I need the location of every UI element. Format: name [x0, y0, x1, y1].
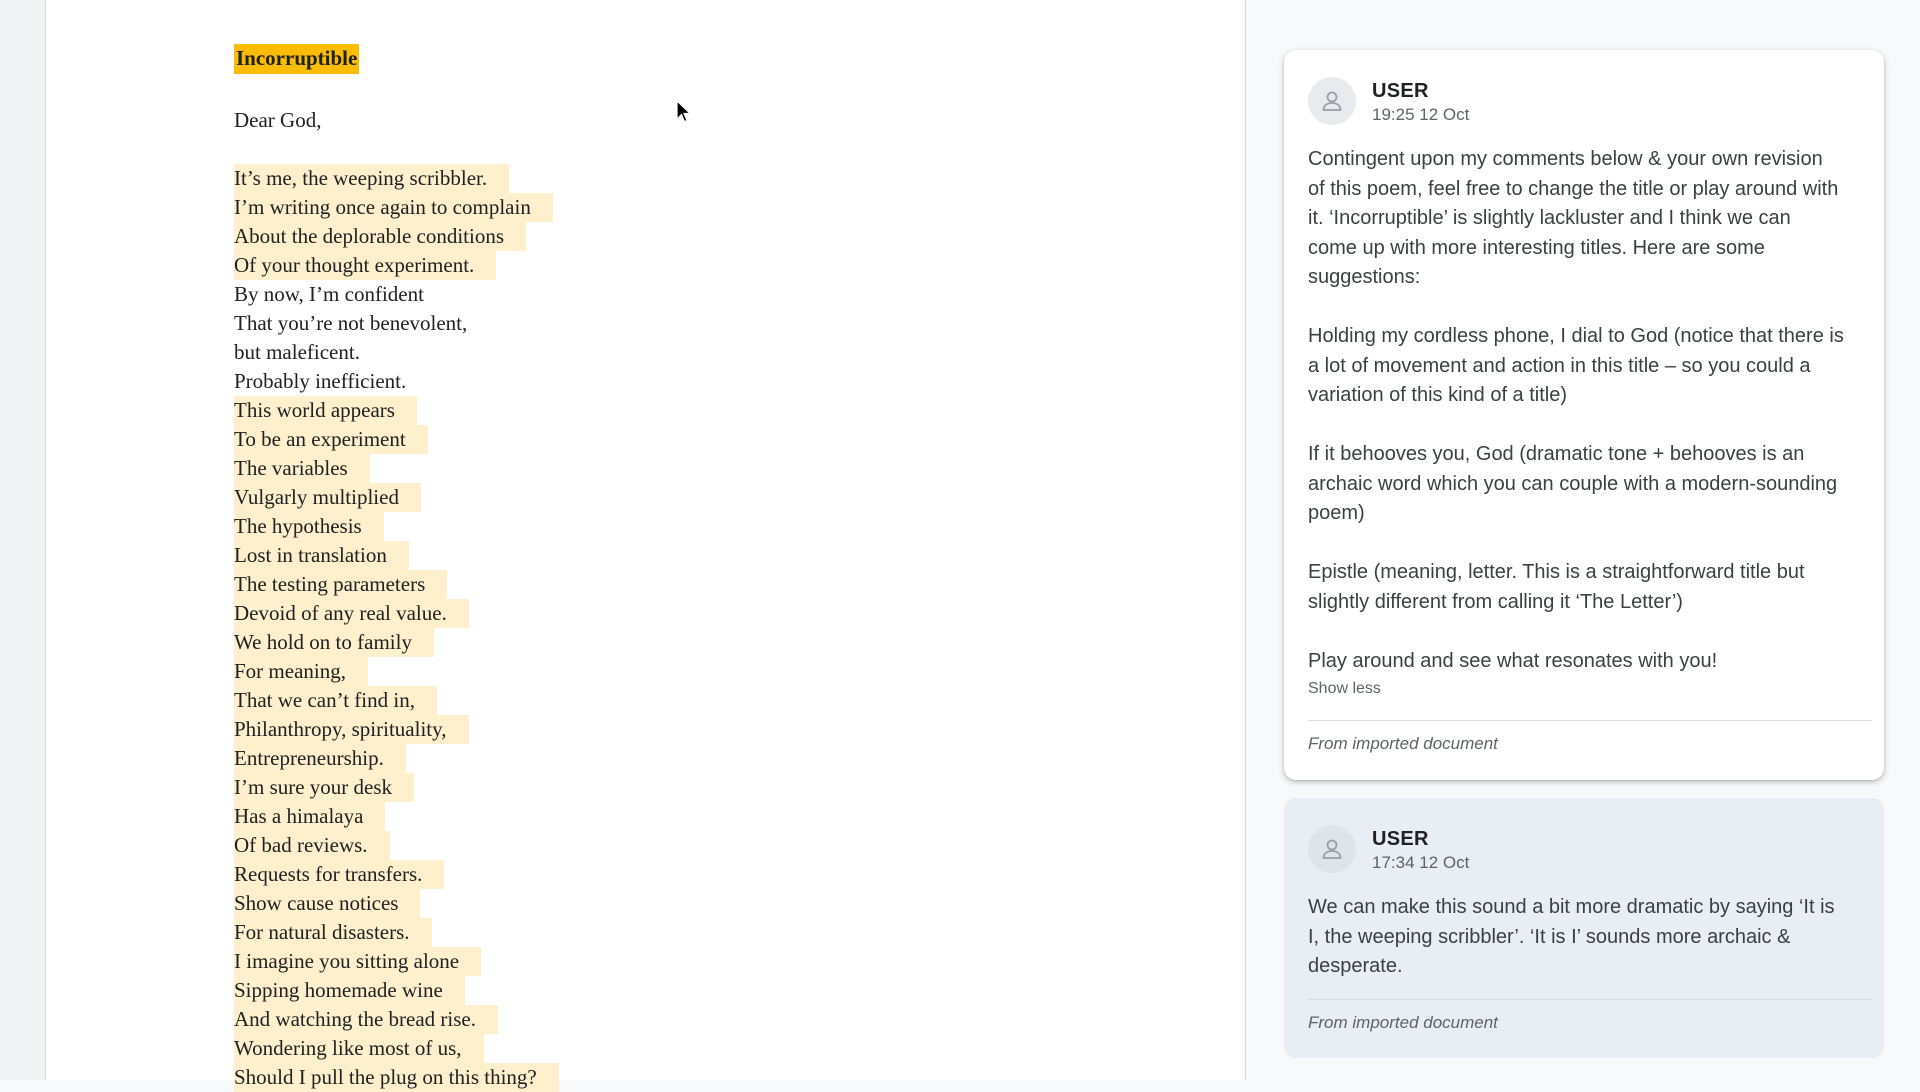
- poem-line-text: Has a himalaya: [234, 802, 385, 831]
- comment-paragraph: If it behooves you, God (dramatic tone + behooves is an archaic word which you can couple with a modern-sounding poem): [1308, 443, 1838, 524]
- poem-line[interactable]: [234, 396, 559, 425]
- comment-author: USER: [1372, 828, 1429, 850]
- comment-body: [1308, 893, 1844, 982]
- poem-line[interactable]: [234, 831, 559, 860]
- poem-line-text: I’m writing once again to complain: [234, 193, 553, 222]
- mouse-cursor-icon: [676, 100, 692, 124]
- poem-line[interactable]: [234, 976, 559, 1005]
- poem-line[interactable]: [234, 367, 559, 396]
- poem-line-text: And watching the bread rise.: [234, 1005, 498, 1034]
- poem-line[interactable]: [234, 686, 559, 715]
- poem-line-text: Probably inefficient.: [234, 369, 407, 393]
- poem-line-text: Of bad reviews.: [234, 831, 390, 860]
- poem-line-text: Wondering like most of us,: [234, 1034, 484, 1063]
- comment-divider: [1308, 999, 1872, 1000]
- document-page[interactable]: [46, 0, 1246, 1089]
- poem-line-text: but maleficent.: [234, 340, 360, 364]
- document-body[interactable]: [234, 44, 559, 1092]
- poem-line-text: Sipping homemade wine: [234, 976, 465, 1005]
- poem-line[interactable]: [234, 628, 559, 657]
- poem-line[interactable]: [234, 570, 559, 599]
- poem-line[interactable]: [234, 425, 559, 454]
- poem-line[interactable]: [234, 744, 559, 773]
- poem-line[interactable]: [234, 599, 559, 628]
- poem-line-text: It’s me, the weeping scribbler.: [234, 164, 509, 193]
- poem-line[interactable]: [234, 889, 559, 918]
- poem-line-text: For natural disasters.: [234, 918, 432, 947]
- comment-paragraph: Holding my cordless phone, I dial to God (notice that there is a lot of movement and action in this title – so you could a variation of this kind of a title): [1308, 325, 1844, 406]
- comment-timestamp: 17:34 12 Oct: [1372, 853, 1470, 872]
- poem-line[interactable]: [234, 193, 559, 222]
- poem-line[interactable]: [234, 251, 559, 280]
- poem-line[interactable]: [234, 541, 559, 570]
- poem-line[interactable]: [234, 164, 559, 193]
- poem-line-text: Lost in translation: [234, 541, 409, 570]
- poem-line-text: We hold on to family: [234, 628, 434, 657]
- poem-line-text: Show cause notices: [234, 889, 420, 918]
- comment-body: [1308, 145, 1844, 676]
- poem-line-text: Requests for transfers.: [234, 860, 444, 889]
- avatar-person-icon: [1308, 77, 1356, 125]
- poem-line[interactable]: [234, 947, 559, 976]
- poem-line-text: For meaning,: [234, 657, 368, 686]
- poem-line-text: Of your thought experiment.: [234, 251, 496, 280]
- poem-line-text: That we can’t find in,: [234, 686, 437, 715]
- poem-line-text: To be an experiment: [234, 425, 428, 454]
- comment-paragraph: Epistle (meaning, letter. This is a straightforward title but slightly different from calling it ‘The Letter’): [1308, 561, 1805, 613]
- poem-line[interactable]: [234, 1005, 559, 1034]
- comment-timestamp: 19:25 12 Oct: [1372, 105, 1470, 124]
- comment-card-1[interactable]: [1284, 50, 1884, 780]
- comment-divider: [1308, 720, 1872, 721]
- poem-line-text: The variables: [234, 454, 370, 483]
- poem-line[interactable]: [234, 222, 559, 251]
- poem-line-text: Vulgarly multiplied: [234, 483, 421, 512]
- poem-line-text: This world appears: [234, 396, 417, 425]
- comment-source: From imported document: [1308, 1013, 1498, 1032]
- poem-line[interactable]: [234, 773, 559, 802]
- poem-line[interactable]: [234, 1034, 559, 1063]
- poem-line[interactable]: [234, 860, 559, 889]
- poem-line-text: About the deplorable conditions: [234, 222, 526, 251]
- poem-line[interactable]: [234, 454, 559, 483]
- poem-line[interactable]: [234, 338, 559, 367]
- poem-line-text: By now, I’m confident: [234, 282, 424, 306]
- poem-line[interactable]: [234, 715, 559, 744]
- comment-card-2[interactable]: [1284, 798, 1884, 1058]
- poem-lines[interactable]: [234, 164, 559, 1092]
- show-less-link[interactable]: Show less: [1308, 680, 1381, 697]
- poem-line-text: Philanthropy, spirituality,: [234, 715, 469, 744]
- poem-line[interactable]: [234, 918, 559, 947]
- poem-line-text: The hypothesis: [234, 512, 384, 541]
- poem-line[interactable]: [234, 1063, 559, 1092]
- poem-line[interactable]: [234, 512, 559, 541]
- document-title[interactable]: Incorruptible: [234, 44, 359, 74]
- poem-line-text: Should I pull the plug on this thing?: [234, 1063, 559, 1092]
- poem-line[interactable]: [234, 483, 559, 512]
- poem-line-text: I’m sure your desk: [234, 773, 414, 802]
- poem-line-text: That you’re not benevolent,: [234, 311, 468, 335]
- poem-line[interactable]: [234, 309, 559, 338]
- poem-line[interactable]: [234, 802, 559, 831]
- poem-line-text: Entrepreneurship.: [234, 744, 406, 773]
- poem-line[interactable]: [234, 657, 559, 686]
- comment-source: From imported document: [1308, 734, 1498, 753]
- poem-line[interactable]: [234, 280, 559, 309]
- comment-author: USER: [1372, 80, 1429, 102]
- salutation[interactable]: Dear God,: [234, 108, 322, 132]
- poem-line-text: Devoid of any real value.: [234, 599, 469, 628]
- comment-paragraph: Contingent upon my comments below & your own revision of this poem, feel free to change the title or play around with it. ‘Incorruptible’ is slightly lackluster and I think we can come up with more interesting titles. Here are some suggestions:: [1308, 148, 1839, 288]
- left-margin-strip: [0, 0, 46, 1080]
- comment-paragraph: We can make this sound a bit more dramatic by saying ‘It is I, the weeping scribbler’. ‘It is I’ sounds more archaic & desperate.: [1308, 896, 1835, 977]
- avatar-person-icon: [1308, 825, 1356, 873]
- poem-line-text: The testing parameters: [234, 570, 447, 599]
- poem-line-text: I imagine you sitting alone: [234, 947, 481, 976]
- comment-paragraph: Play around and see what resonates with you!: [1308, 649, 1718, 672]
